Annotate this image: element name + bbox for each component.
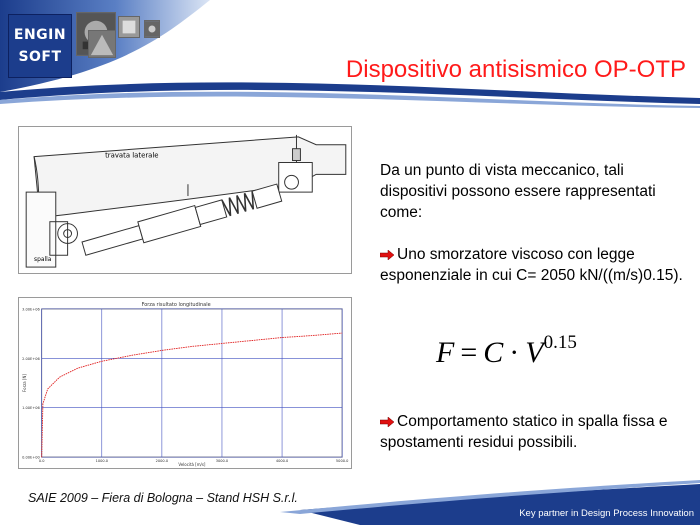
bullet-damper-text: Uno smorzatore viscoso con legge esponenziale in cui C= 2050 kN/((m/s)0.15).: [380, 246, 683, 284]
y-tick-label: 1.00E+06: [22, 406, 40, 411]
x-tick-label: 5000.0: [335, 459, 349, 464]
photo-thumbnail-4: [144, 20, 160, 38]
bullet-static: [380, 411, 690, 453]
photo-thumbnail-3: [118, 16, 140, 38]
y-tick-label: 3.00E+06: [22, 307, 40, 312]
slide-title: Dispositivo antisismico OP-OTP: [345, 56, 686, 83]
arrow-bullet-icon: [380, 417, 394, 427]
formula-v: V: [525, 336, 544, 369]
plot-title: Forza risultato longitudinale: [141, 301, 211, 308]
arrow-bullet-icon: [380, 250, 394, 260]
force-velocity-plot: [18, 297, 352, 469]
logo-line-1: ENGIN: [13, 27, 67, 43]
footer-tagline: Key partner in Design Process Innovation: [519, 508, 694, 519]
y-tick-label: 0.00E+00: [22, 455, 40, 460]
x-tick-label: 2000.0: [155, 459, 169, 464]
photo-thumbnail-2: [88, 30, 116, 58]
enginsoft-logo: [8, 14, 72, 78]
y-axis-label: Forza [N]: [21, 374, 27, 392]
label-abutment: spalla: [34, 257, 52, 264]
label-beam: travata laterale: [105, 151, 159, 160]
y-tick-label: 2.00E+06: [22, 356, 40, 361]
footer-event-text: SAIE 2009 – Fiera di Bologna – Stand HSH S.r.l.: [28, 491, 298, 505]
logo-line-2: SOFT: [18, 49, 62, 65]
formula-c: C: [483, 336, 504, 369]
x-tick-label: 4000.0: [275, 459, 289, 464]
damper-formula: [436, 332, 577, 370]
formula-exponent: 0.15: [543, 332, 577, 353]
x-axis-label: Velocità [m/s]: [178, 462, 206, 468]
formula-equals: =: [460, 336, 478, 369]
x-tick-label: 1000.0: [95, 459, 108, 464]
x-tick-label: 3000.0: [215, 459, 229, 464]
formula-lhs: F: [436, 336, 455, 369]
formula-dot: ·: [509, 336, 520, 369]
bullet-damper: [380, 244, 690, 286]
x-tick-label: 0.0: [38, 459, 45, 464]
bullet-static-text: Comportamento statico in spalla fissa e spostamenti residui possibili.: [380, 413, 668, 451]
damper-technical-drawing: [18, 126, 352, 274]
intro-text: Da un punto di vista meccanico, tali dispositivi possono essere rappresentati come:: [380, 162, 656, 221]
